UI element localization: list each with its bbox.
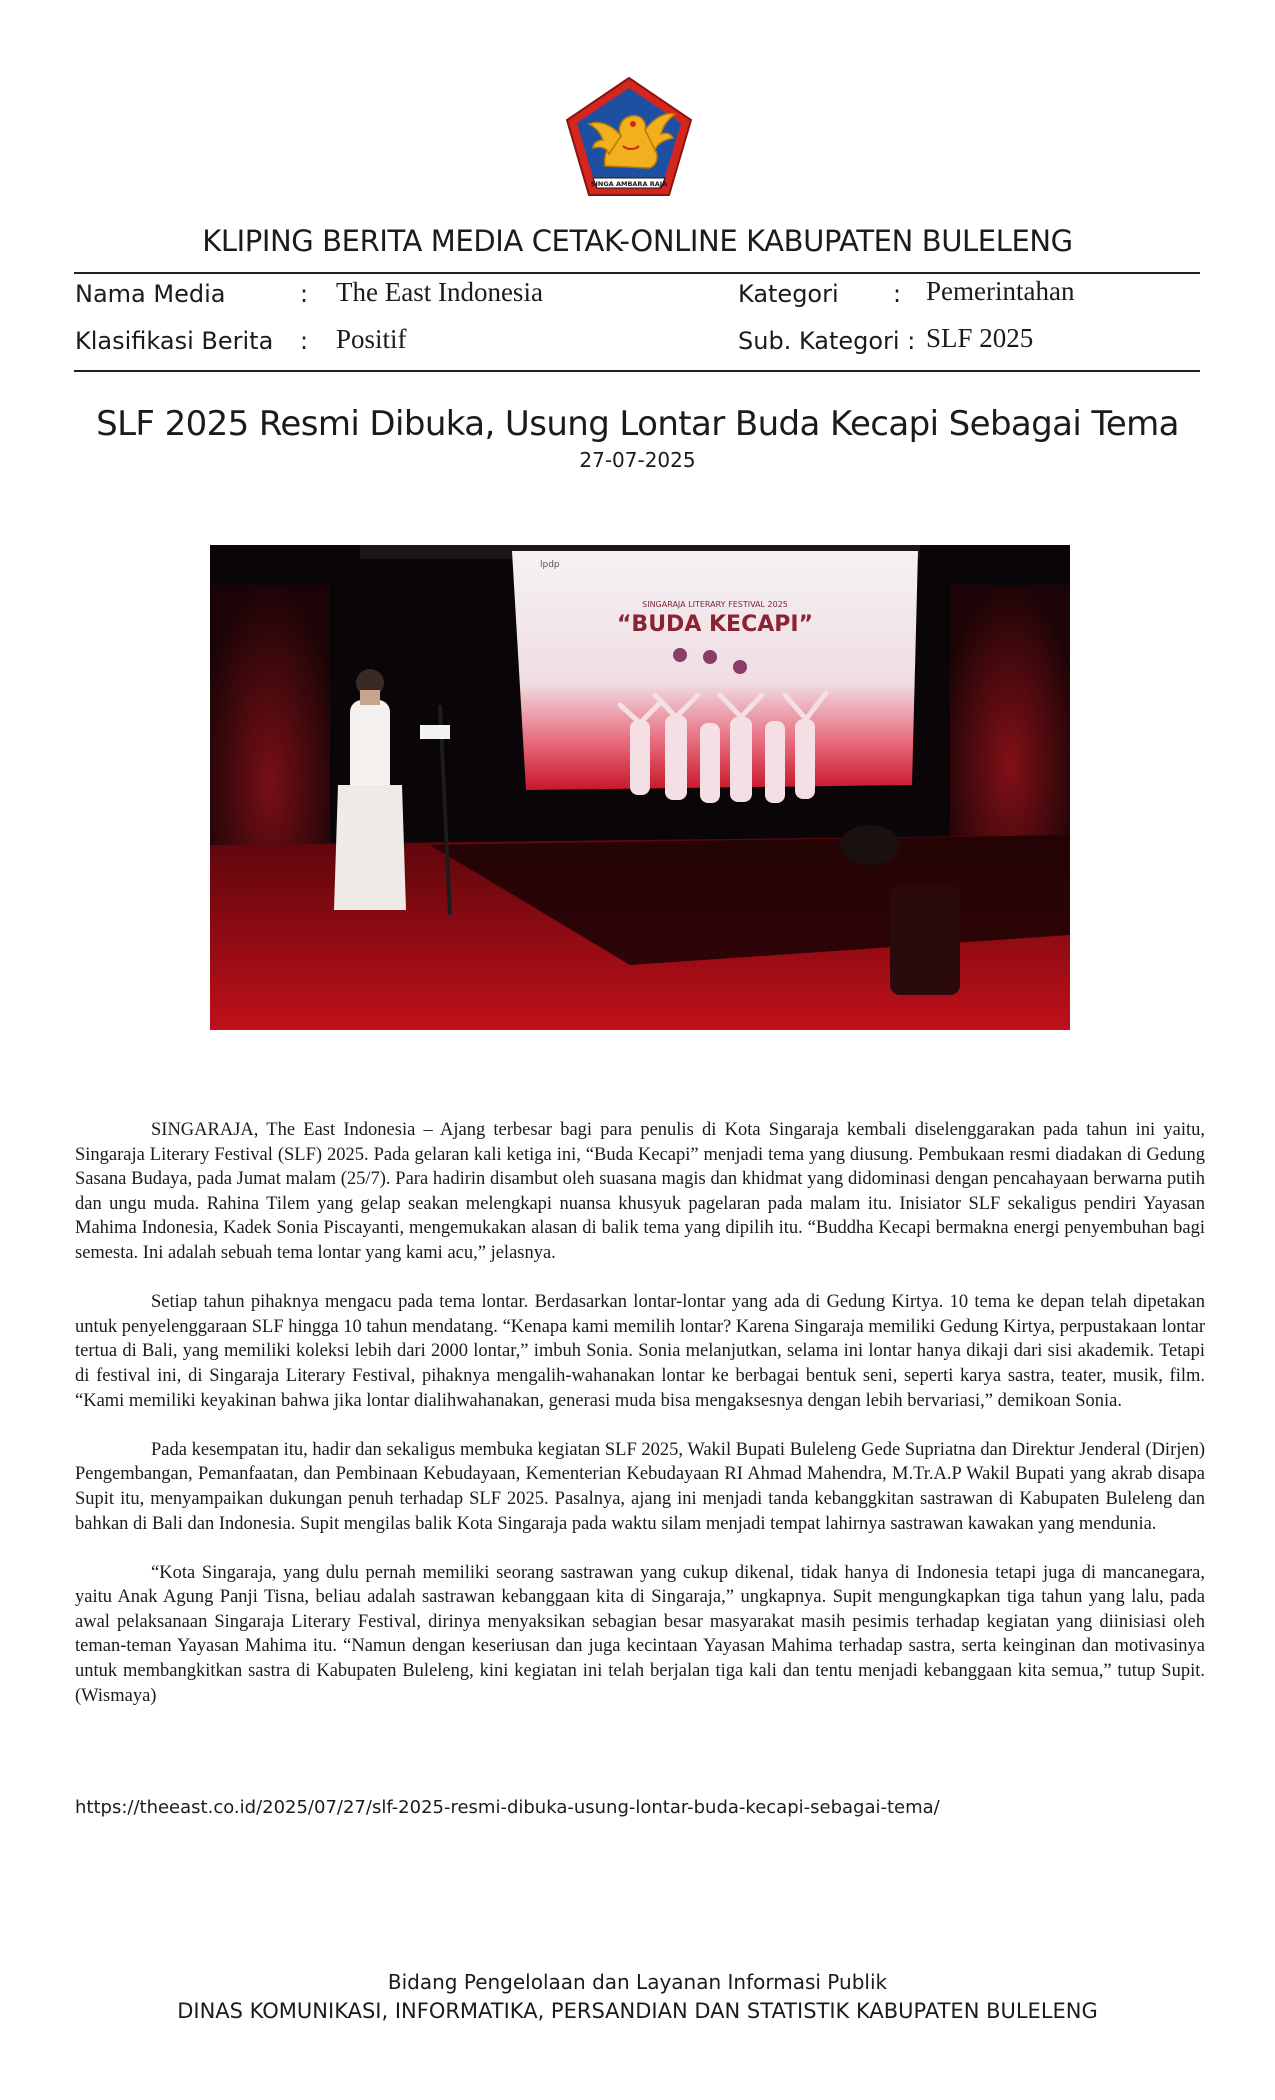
article-body bbox=[75, 1118, 1205, 1733]
article-paragraph: SINGARAJA, The East Indonesia – Ajang terbesar bagi para penulis di Kota Singaraja kembali diselenggarakan pada tahun ini yaitu, Singaraja Literary Festival (SLF) 2025. Pada gelaran kali ketiga ini, “Buda Kecapi” menjadi tema yang diusung. Pembukaan resmi diadakan di Gedung Sasana Budaya, pada Jumat malam (25/7). Para hadirin disambut oleh suasana magis dan khidmat yang didominasi dengan pencahayaan berwarna putih dan ungu muda. Rahina Tilem yang gelap seakan melengkapi nuansa khusyuk pagelaran pada malam itu. Inisiator SLF sekaligus pendiri Yayasan Mahima Indonesia, Kadek Sonia Piscayanti, mengemukakan alasan di balik tema yang dipilih itu. “Buddha Kecapi bermakna energi penyembuhan bagi semesta. Ini adalah sebuah tema lontar yang kami acu,” jelasnya. bbox=[75, 1120, 1205, 1263]
source-url-link[interactable]: https://theeast.co.id/2025/07/27/slf-2025-resmi-dibuka-usung-lontar-buda-kecapi-sebagai-tema/ bbox=[75, 1797, 940, 1818]
screen-title-text: “BUDA KECAPI” bbox=[616, 612, 814, 637]
klasifikasi-label: Klasifikasi Berita bbox=[75, 327, 274, 355]
footer-division: Bidang Pengelolaan dan Layanan Informasi Publik bbox=[387, 1970, 888, 1994]
kategori-colon: : bbox=[893, 280, 902, 308]
singa-ambara-raja-emblem bbox=[563, 74, 695, 199]
subkategori-label: Sub. Kategori : bbox=[738, 327, 916, 355]
screen-sponsor-text: lpdp bbox=[540, 560, 560, 570]
media-colon: : bbox=[300, 280, 309, 308]
article-date: 27-07-2025 bbox=[579, 448, 696, 472]
header-top-divider bbox=[74, 272, 1200, 274]
article-paragraph: Setiap tahun pihaknya mengacu pada tema lontar. Berdasarkan lontar-lontar yang ada di Gedung Kirtya. 10 tema ke depan telah dipetakan untuk penyelenggaraan SLF hingga 10 tahun mendatang. “Kenapa kami memilih lontar? Karena Singaraja memiliki Gedung Kirtya, perpustakaan lontar tertua di Bali, yang memiliki koleksi lebih dari 2000 lontar,” imbuh Sonia. Sonia melanjutkan, selama ini lontar hanya dikaji dari sisi akademik. Tetapi di festival ini, di Singaraja Literary Festival, pihaknya mengalih-wahanakan lontar ke berbagai bentuk seni, seperti karya sastra, teater, musik, film. “Kami memiliki keyakinan bahwa jika lontar dialihwahanakan, generasi muda bisa mengaksesnya dengan lebih bervariasi,” demikoan Sonia. bbox=[75, 1292, 1205, 1411]
klasifikasi-value: Positif bbox=[336, 324, 407, 354]
article-paragraph: “Kota Singaraja, yang dulu pernah memiliki seorang sastrawan yang cukup dikenal, tidak hanya di Indonesia tetapi juga di mancanegara, yaitu Anak Agung Panji Tisna, beliau adalah sastrawan kebanggaan kita di Singaraja,” ungkapnya. Supit mengungkapkan tiga tahun yang lalu, pada awal pelaksanaan Singaraja Literary Festival, dirinya menyaksikan sebagian besar masyarakat masih pesimis terhadap kegiatan yang diinisiasi oleh teman-teman Yayasan Mahima itu. “Namun dengan keseriusan dan juga kecintaan Yayasan Mahima terhadap sastra, serta keinginan dan motivasinya untuk membangkitkan sastra di Kabupaten Buleleng, kini kegiatan ini telah berjalan tiga kali dan tentu menjadi kebanggaan kita semua,” tutup Supit.(Wismaya) bbox=[75, 1562, 1205, 1706]
clipping-header-title: KLIPING BERITA MEDIA CETAK-ONLINE KABUPATEN BULELENG bbox=[202, 224, 1073, 258]
klasifikasi-colon: : bbox=[300, 327, 309, 355]
article-photo bbox=[210, 545, 1070, 1030]
footer-agency: DINAS KOMUNIKASI, INFORMATIKA, PERSANDIAN DAN STATISTIK KABUPATEN BULELENG bbox=[177, 1999, 1098, 2023]
kategori-value: Pemerintahan bbox=[926, 276, 1075, 306]
media-value: The East Indonesia bbox=[336, 277, 543, 307]
regency-logo bbox=[563, 74, 695, 199]
screen-subtitle-text: SINGARAJA LITERARY FESTIVAL 2025 bbox=[642, 600, 788, 609]
media-label: Nama Media bbox=[75, 280, 226, 308]
header-bottom-divider bbox=[74, 370, 1200, 372]
article-title: SLF 2025 Resmi Dibuka, Usung Lontar Buda Kecapi Sebagai Tema bbox=[96, 404, 1179, 444]
logo-banner-text: SINGA AMBARA RAJA bbox=[590, 180, 668, 188]
article-paragraph: Pada kesempatan itu, hadir dan sekaligus membuka kegiatan SLF 2025, Wakil Bupati Buleleng Gede Supriatna dan Direktur Jenderal (Dirjen) Pengembangan, Pemanfaatan, dan Pembinaan Kebudayaan, Kementerian Kebudayaan RI Ahmad Mahendra, M.Tr.A.P Wakil Bupati yang akrab disapa Supit itu, menyampaikan dukungan penuh terhadap SLF 2025. Pasalnya, ajang ini menjadi tanda kebanggkitan sastrawan di Kabupaten Buleleng dan bahkan di Bali dan Indonesia. Supit mengilas balik Kota Singaraja pada waktu silam menjadi tempat lahirnya sastrawan kawakan yang mendunia. bbox=[75, 1439, 1205, 1534]
kategori-label: Kategori bbox=[738, 280, 839, 308]
subkategori-value: SLF 2025 bbox=[926, 323, 1034, 353]
